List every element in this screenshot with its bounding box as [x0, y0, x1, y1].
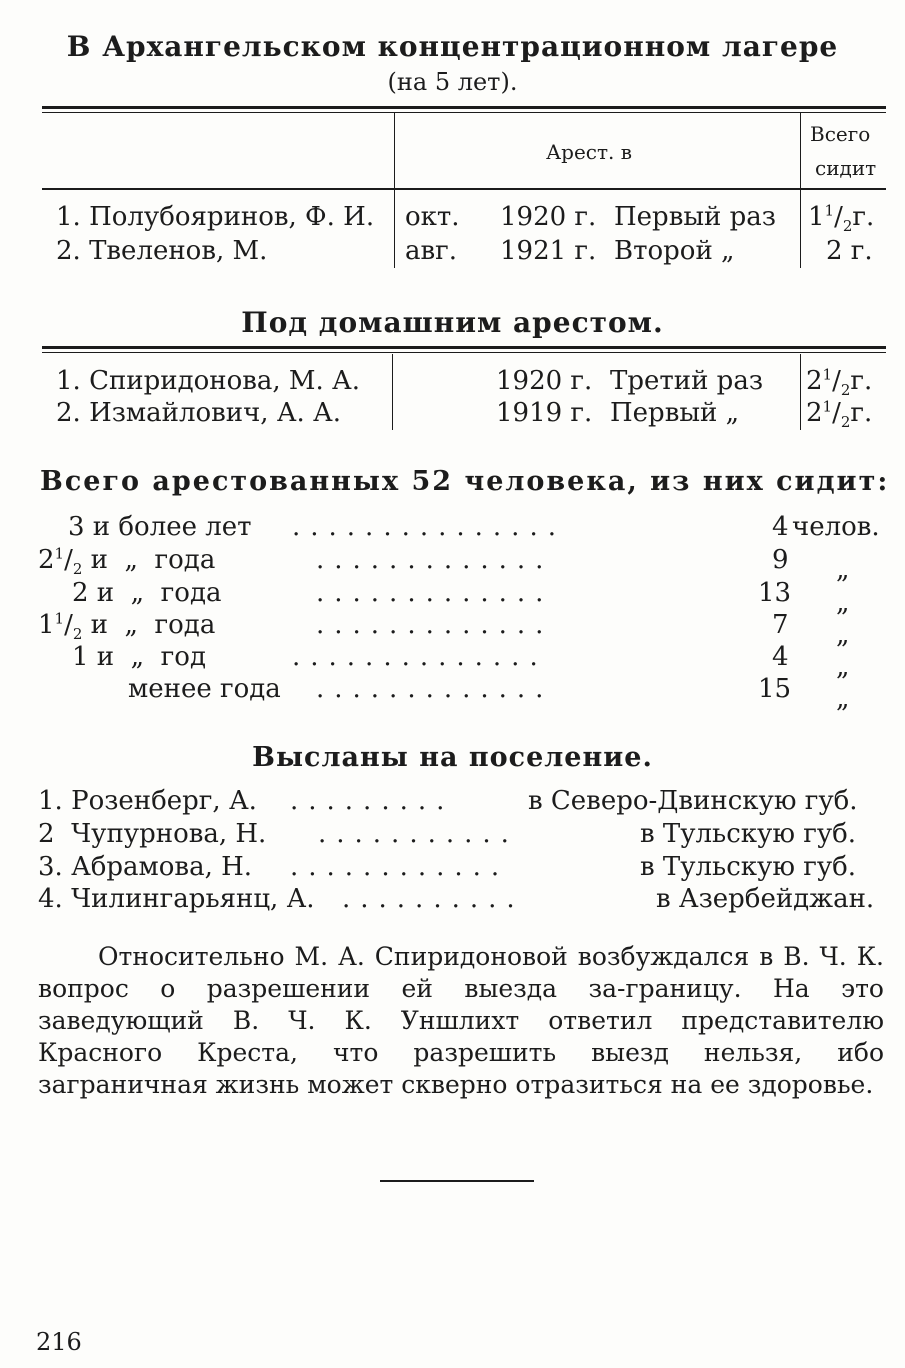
- term-count: 13: [758, 578, 792, 608]
- exile-name: 3. Абрамова, Н.: [38, 852, 253, 882]
- term-label: 2 и „ года: [72, 578, 222, 608]
- leader-dots: ...........: [318, 819, 519, 849]
- table-top-rule-thin: [42, 112, 886, 113]
- section-subtitle: (на 5 лет).: [387, 68, 518, 96]
- leader-dots: .........: [290, 786, 455, 816]
- exile-name: 4. Чилингарьянц, А.: [38, 884, 315, 914]
- table-cell-total: $2^1/_2г$.: [806, 397, 873, 432]
- term-unit: челов.: [792, 512, 880, 542]
- term-unit: „: [836, 588, 850, 618]
- table-cell-total: $1^1/_2г$.: [808, 201, 875, 236]
- term-label: 1 и „ год: [72, 642, 206, 672]
- table-cell-month: авг.: [405, 236, 458, 266]
- table-top-rule: [42, 346, 886, 349]
- leader-dots: .............: [316, 610, 554, 640]
- section-title-exiled: Высланы на поселение.: [252, 742, 653, 773]
- table-cell-name: 1. Спиридонова, М. А.: [56, 366, 361, 396]
- table-divider: [392, 354, 393, 430]
- section-title-arkhangelsk: В Архангельском концентрационном лагере: [66, 30, 839, 63]
- leader-dots: .............: [316, 545, 554, 575]
- leader-dots: ..........: [342, 884, 525, 914]
- table-cell-name: 1. Полубояринов, Ф. И.: [56, 202, 375, 232]
- table-cell-total: $2^1/_2г$.: [806, 365, 873, 400]
- header-arrest: Арест. в: [546, 140, 633, 164]
- section-title-house-arrest: Под домашним арестом.: [241, 306, 664, 339]
- header-total-line1: Всего: [810, 122, 871, 146]
- term-label: 3 и более лет: [68, 512, 252, 542]
- table-cell-name: 2. Измайлович, А. А.: [56, 398, 342, 428]
- table-cell-year: 1919 г.: [496, 398, 593, 428]
- term-label: $2^1/_2$ и „ года: [38, 544, 216, 579]
- table-header-rule: [42, 188, 886, 190]
- term-label: менее года: [128, 674, 281, 704]
- exile-destination: в Азербейджан.: [656, 884, 875, 914]
- table-divider: [394, 113, 395, 268]
- table-cell-month: окт.: [405, 202, 460, 232]
- term-count: 15: [758, 674, 792, 704]
- page-number: 216: [36, 1328, 82, 1356]
- leader-dots: .............: [316, 674, 554, 704]
- exile-name: 2 Чупурнова, Н.: [38, 819, 267, 849]
- table-cell-name: 2. Твеленов, М.: [56, 236, 268, 266]
- exile-name: 1. Розенберг, А.: [38, 786, 257, 816]
- table-cell-year: 1921 г.: [500, 236, 597, 266]
- term-unit: „: [836, 555, 850, 585]
- term-label: $1^1/_2$ и „ года: [38, 609, 216, 644]
- section-title-total-arrested: Всего арестованных 52 человека, из них сидит:: [40, 466, 890, 497]
- exile-destination: в Тульскую губ.: [640, 819, 857, 849]
- table-top-rule-thin: [42, 352, 886, 353]
- table-top-rule: [42, 106, 886, 109]
- exile-destination: в Северо-Двинскую губ.: [528, 786, 858, 816]
- table-cell-year: 1920 г.: [500, 202, 597, 232]
- exile-destination: в Тульскую губ.: [640, 852, 857, 882]
- term-unit: „: [836, 620, 850, 650]
- table-cell-times: Третий раз: [610, 366, 764, 396]
- table-cell-times: Первый „: [610, 398, 740, 428]
- leader-dots: .............: [316, 578, 554, 608]
- closing-rule: [380, 1180, 534, 1182]
- table-divider: [800, 354, 801, 430]
- term-unit: „: [836, 684, 850, 714]
- leader-dots: ............: [290, 852, 510, 882]
- leader-dots: ..............: [292, 642, 548, 672]
- term-count: 4: [772, 642, 789, 672]
- table-cell-times: Второй „: [614, 236, 735, 266]
- table-cell-total: 2 г.: [826, 236, 873, 266]
- body-paragraph: Относительно М. А. Спиридоновой возбуждался в В. Ч. К. вопрос о разрешении ей выезда за-границу. На это заведующий В. Ч. К. Уншлихт ответил представителю Красного Креста, что разрешить выезд нельзя, ибо заграничная жизнь может скверно отразиться на ее здоровье.: [38, 942, 884, 1099]
- term-count: 4: [772, 512, 789, 542]
- leader-dots: ...............: [292, 512, 566, 542]
- table-cell-year: 1920 г.: [496, 366, 593, 396]
- term-count: 7: [772, 610, 789, 640]
- table-cell-times: Первый раз: [614, 202, 776, 232]
- term-unit: „: [836, 652, 850, 682]
- term-count: 9: [772, 545, 789, 575]
- header-total-line2: сидит: [815, 156, 877, 180]
- table-divider: [800, 113, 801, 268]
